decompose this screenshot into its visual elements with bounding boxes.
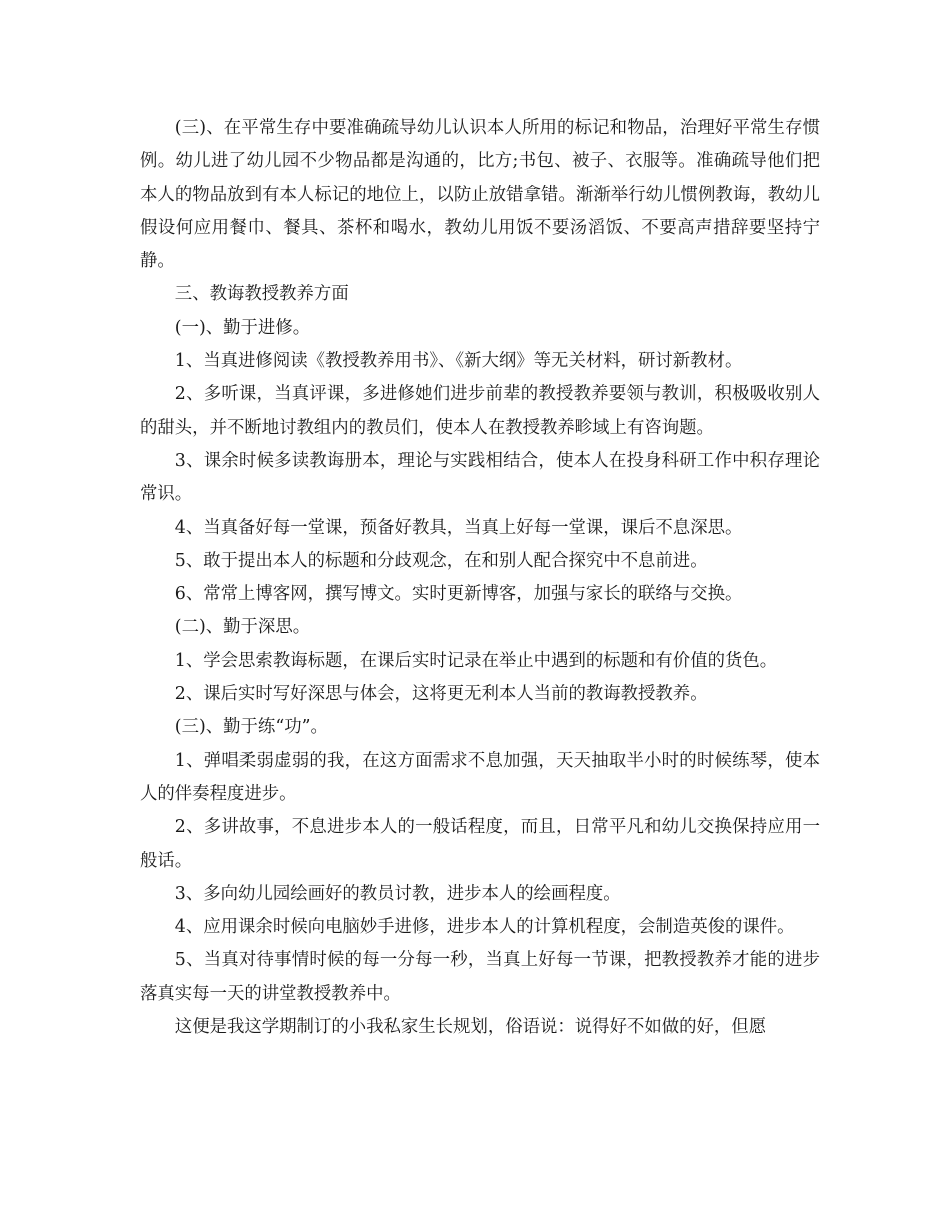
document-body: [140, 112, 820, 1044]
section-heading: 三、教诲教授教养方面: [174, 284, 349, 305]
list-item: 5、当真对待事情时候的每一分每一秒，当真上好每一节课，把教授教养才能的进步落真实每一天的讲堂教授教养中。: [140, 950, 820, 1004]
list-item: 1、当真进修阅读《教授教养用书》、《新大纲》等无关材料，研讨新教材。: [174, 351, 743, 372]
paragraph: (三)、在平常生存中要准确疏导幼儿认识本人所用的标记和物品，治理好平常生存惯例。幼儿进了幼儿园不少物品都是沟通的，比方;书包、被子、衣服等。准确疏导他们把本人的物品放到有本人标记的地位上，以防止放错拿错。渐渐举行幼儿惯例教诲，教幼儿假设何应用餐巾、餐具、茶杯和喝水，教幼儿用饭不要汤滔饭、不要高声措辞要坚持宁静。: [140, 118, 820, 272]
list-item: 4、当真备好每一堂课，预备好教具，当真上好每一堂课，课后不息深思。: [174, 517, 743, 538]
list-item: 4、应用课余时候向电脑妙手进修，进步本人的计算机程度，会制造英俊的课件。: [174, 917, 795, 938]
subsection-heading: (三)、勤于练“功”。: [174, 717, 328, 738]
list-item: 3、课余时候多读教诲册本，理论与实践相结合，使本人在投身科研工作中积存理论常识。: [140, 450, 820, 505]
list-item: 2、多讲故事，不息进步本人的一般话程度，而且，日常平凡和幼儿交换保持应用一般话。: [140, 817, 820, 871]
list-item: 1、学会思索教诲标题，在课后实时记录在举止中遇到的标题和有价值的货色。: [174, 650, 778, 671]
list-item: 2、多听课，当真评课，多进修她们进步前辈的教授教养要领与教训，积极吸收别人的甜头，并不断地讨教组内的教员们，使本人在教授教养畛域上有咨询题。: [140, 384, 820, 438]
subsection-heading: (二)、勤于深思。: [174, 617, 311, 638]
paragraph: 这便是我这学期制订的小我私家生长规划，俗语说：说得好不如做的好，但愿: [174, 1017, 767, 1038]
list-item: 6、常常上博客网，撰写博文。实时更新博客，加强与家长的联络与交换。: [174, 584, 743, 605]
list-item: 1、弹唱柔弱虚弱的我，在这方面需求不息加强，天天抽取半小时的时候练琴，使本人的伴奏程度进步。: [140, 750, 820, 804]
subsection-heading: (一)、勤于进修。: [174, 317, 311, 338]
list-item: 2、课后实时写好深思与体会，这将更无利本人当前的教诲教授教养。: [174, 684, 708, 705]
list-item: 5、敢于提出本人的标题和分歧观念，在和别人配合探究中不息前进。: [174, 550, 708, 571]
list-item: 3、多向幼儿园绘画好的教员讨教，进步本人的绘画程度。: [174, 883, 621, 904]
